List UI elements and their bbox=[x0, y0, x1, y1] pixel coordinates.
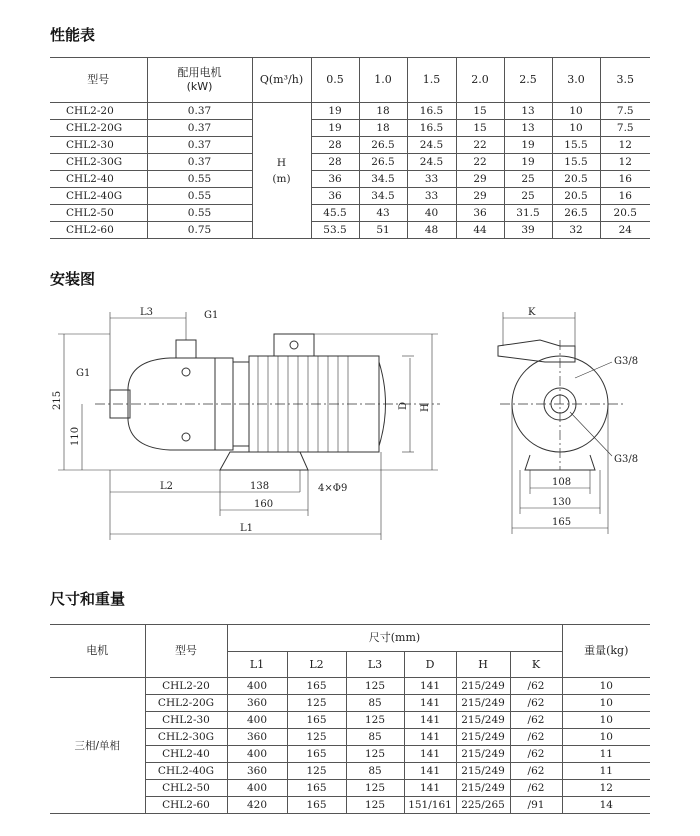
label-215: 215 bbox=[52, 390, 63, 410]
dim-value-cell: 360 bbox=[227, 763, 287, 780]
dim-value-cell: 400 bbox=[227, 746, 287, 763]
header-flow: 3.0 bbox=[552, 58, 600, 103]
head-value-cell: 33 bbox=[407, 188, 456, 205]
model-cell: CHL2-40 bbox=[145, 746, 227, 763]
head-value-cell: 31.5 bbox=[504, 205, 552, 222]
head-value-cell: 15 bbox=[456, 120, 504, 137]
model-cell: CHL2-20G bbox=[50, 120, 147, 137]
label-D: D bbox=[398, 401, 409, 410]
model-cell: CHL2-60 bbox=[145, 797, 227, 814]
model-cell: CHL2-40G bbox=[50, 188, 147, 205]
model-cell: CHL2-50 bbox=[145, 780, 227, 797]
dim-value-cell: 165 bbox=[287, 797, 346, 814]
dim-value-cell: 151/161 bbox=[404, 797, 456, 814]
dim-value-cell: 400 bbox=[227, 678, 287, 695]
dim-value-cell: /62 bbox=[510, 746, 562, 763]
dim-value-cell: 125 bbox=[346, 678, 404, 695]
head-value-cell: 39 bbox=[504, 222, 552, 239]
dim-value-cell: /62 bbox=[510, 780, 562, 797]
head-value-cell: 43 bbox=[359, 205, 407, 222]
kw-cell: 0.37 bbox=[147, 154, 252, 171]
label-L3: L3 bbox=[140, 307, 154, 318]
head-value-cell: 24.5 bbox=[407, 154, 456, 171]
label-H: H bbox=[420, 403, 431, 412]
head-value-cell: 16.5 bbox=[407, 103, 456, 120]
model-cell: CHL2-30 bbox=[145, 712, 227, 729]
head-value-cell: 29 bbox=[456, 188, 504, 205]
header-flow: 1.5 bbox=[407, 58, 456, 103]
motor-type-cell: 三相/单相 bbox=[50, 678, 145, 814]
weight-cell: 10 bbox=[562, 712, 650, 729]
dim-value-cell: 141 bbox=[404, 763, 456, 780]
head-value-cell: 53.5 bbox=[311, 222, 359, 239]
performance-row bbox=[50, 120, 650, 137]
head-value-cell: 19 bbox=[504, 137, 552, 154]
head-value-cell: 34.5 bbox=[359, 188, 407, 205]
model-cell: CHL2-40G bbox=[145, 763, 227, 780]
model-cell: CHL2-40 bbox=[50, 171, 147, 188]
performance-row bbox=[50, 205, 650, 222]
label-110: 110 bbox=[70, 426, 81, 446]
dim-value-cell: 125 bbox=[346, 746, 404, 763]
head-value-cell: 12 bbox=[600, 154, 650, 171]
dim-value-cell: 141 bbox=[404, 712, 456, 729]
dim-value-cell: 215/249 bbox=[456, 695, 510, 712]
weight-cell: 11 bbox=[562, 746, 650, 763]
kw-cell: 0.55 bbox=[147, 171, 252, 188]
header-flow: 0.5 bbox=[311, 58, 359, 103]
dim-value-cell: 420 bbox=[227, 797, 287, 814]
weight-cell: 11 bbox=[562, 763, 650, 780]
dim-value-cell: 141 bbox=[404, 678, 456, 695]
performance-table bbox=[50, 57, 650, 239]
label-160: 160 bbox=[254, 499, 274, 510]
model-cell: CHL2-50 bbox=[50, 205, 147, 222]
label-138: 138 bbox=[250, 481, 270, 492]
head-value-cell: 44 bbox=[456, 222, 504, 239]
dimension-lines bbox=[58, 312, 438, 540]
weight-cell: 14 bbox=[562, 797, 650, 814]
header-flow: 1.0 bbox=[359, 58, 407, 103]
header-L1: L1 bbox=[227, 652, 287, 678]
label-G38-top: G3/8 bbox=[614, 356, 639, 367]
head-value-cell: 28 bbox=[311, 154, 359, 171]
header-model: 型号 bbox=[50, 58, 147, 103]
performance-row bbox=[50, 103, 650, 120]
head-value-cell: 40 bbox=[407, 205, 456, 222]
dim-value-cell: 125 bbox=[346, 780, 404, 797]
head-value-cell: 10 bbox=[552, 103, 600, 120]
dim-value-cell: 165 bbox=[287, 712, 346, 729]
label-108: 108 bbox=[552, 477, 572, 488]
model-cell: CHL2-20 bbox=[50, 103, 147, 120]
head-value-cell: 15.5 bbox=[552, 154, 600, 171]
head-value-cell: 7.5 bbox=[600, 120, 650, 137]
install-title: 安装图 bbox=[50, 270, 96, 288]
label-G1-top: G1 bbox=[204, 310, 219, 321]
dim-value-cell: 215/249 bbox=[456, 763, 510, 780]
dim-value-cell: /91 bbox=[510, 797, 562, 814]
header-size: 尺寸(mm) bbox=[227, 625, 562, 652]
weight-cell: 12 bbox=[562, 780, 650, 797]
head-value-cell: 24.5 bbox=[407, 137, 456, 154]
dims-title: 尺寸和重量 bbox=[50, 590, 126, 608]
outlet-port bbox=[176, 340, 196, 358]
performance-row bbox=[50, 154, 650, 171]
head-value-cell: 20.5 bbox=[552, 171, 600, 188]
dim-value-cell: 215/249 bbox=[456, 746, 510, 763]
model-cell: CHL2-20G bbox=[145, 695, 227, 712]
model-cell: CHL2-30G bbox=[50, 154, 147, 171]
head-value-cell: 19 bbox=[311, 103, 359, 120]
terminal-box bbox=[274, 334, 314, 356]
head-value-cell: 26.5 bbox=[552, 205, 600, 222]
dim-value-cell: 125 bbox=[287, 763, 346, 780]
dim-value-cell: 141 bbox=[404, 695, 456, 712]
model-cell: CHL2-60 bbox=[50, 222, 147, 239]
head-value-cell: 22 bbox=[456, 137, 504, 154]
performance-row bbox=[50, 188, 650, 205]
label-G1-left: G1 bbox=[76, 368, 91, 379]
model-cell: CHL2-20 bbox=[145, 678, 227, 695]
head-value-cell: 13 bbox=[504, 120, 552, 137]
head-value-cell: 16 bbox=[600, 171, 650, 188]
head-value-cell: 45.5 bbox=[311, 205, 359, 222]
label-165: 165 bbox=[552, 517, 572, 528]
head-value-cell: 28 bbox=[311, 137, 359, 154]
head-value-cell: 36 bbox=[456, 205, 504, 222]
kw-cell: 0.75 bbox=[147, 222, 252, 239]
dim-value-cell: 215/249 bbox=[456, 780, 510, 797]
head-value-cell: 29 bbox=[456, 171, 504, 188]
dim-value-cell: /62 bbox=[510, 695, 562, 712]
header-K: K bbox=[510, 652, 562, 678]
header-motor-type: 电机 bbox=[50, 625, 145, 678]
head-value-cell: 51 bbox=[359, 222, 407, 239]
head-value-cell: 36 bbox=[311, 188, 359, 205]
dim-value-cell: 141 bbox=[404, 746, 456, 763]
head-value-cell: 32 bbox=[552, 222, 600, 239]
head-value-cell: 36 bbox=[311, 171, 359, 188]
header-motor-line1: 配用电机 bbox=[177, 66, 222, 79]
dims-header-row bbox=[50, 625, 650, 652]
kw-cell: 0.37 bbox=[147, 137, 252, 154]
header-flow: 2.5 bbox=[504, 58, 552, 103]
dim-value-cell: 125 bbox=[287, 729, 346, 746]
dim-value-cell: 400 bbox=[227, 712, 287, 729]
performance-row bbox=[50, 137, 650, 154]
head-value-cell: 25 bbox=[504, 171, 552, 188]
dim-value-cell: 165 bbox=[287, 746, 346, 763]
kw-cell: 0.37 bbox=[147, 120, 252, 137]
pump-base bbox=[220, 452, 308, 470]
h-unit: (m) bbox=[272, 172, 291, 185]
performance-row bbox=[50, 171, 650, 188]
head-value-cell: 13 bbox=[504, 103, 552, 120]
installation-drawing bbox=[0, 290, 700, 550]
head-value-cell: 20.5 bbox=[600, 205, 650, 222]
head-value-cell: 24 bbox=[600, 222, 650, 239]
head-value-cell: 48 bbox=[407, 222, 456, 239]
performance-title: 性能表 bbox=[50, 26, 96, 44]
head-value-cell: 26.5 bbox=[359, 154, 407, 171]
head-value-cell: 15 bbox=[456, 103, 504, 120]
performance-header-row bbox=[50, 58, 650, 103]
dim-value-cell: 360 bbox=[227, 695, 287, 712]
header-L2: L2 bbox=[287, 652, 346, 678]
dim-value-cell: 141 bbox=[404, 780, 456, 797]
head-value-cell: 19 bbox=[504, 154, 552, 171]
header-flow: 3.5 bbox=[600, 58, 650, 103]
dim-value-cell: /62 bbox=[510, 712, 562, 729]
head-value-cell: 15.5 bbox=[552, 137, 600, 154]
dim-value-cell: 85 bbox=[346, 729, 404, 746]
performance-row bbox=[50, 222, 650, 239]
dim-value-cell: 85 bbox=[346, 695, 404, 712]
header-motor-line2: (kW) bbox=[186, 80, 213, 93]
head-value-cell: 10 bbox=[552, 120, 600, 137]
weight-cell: 10 bbox=[562, 695, 650, 712]
dim-value-cell: 125 bbox=[346, 712, 404, 729]
head-value-cell: 18 bbox=[359, 103, 407, 120]
weight-cell: 10 bbox=[562, 729, 650, 746]
head-value-cell: 12 bbox=[600, 137, 650, 154]
dim-value-cell: 215/249 bbox=[456, 712, 510, 729]
head-value-cell: 7.5 bbox=[600, 103, 650, 120]
header-H: H bbox=[456, 652, 510, 678]
head-value-cell: 22 bbox=[456, 154, 504, 171]
dim-value-cell: /62 bbox=[510, 729, 562, 746]
dim-value-cell: 85 bbox=[346, 763, 404, 780]
head-value-cell: 26.5 bbox=[359, 137, 407, 154]
dimensions-row bbox=[50, 678, 650, 695]
terminal-screw bbox=[290, 341, 298, 349]
dim-value-cell: 165 bbox=[287, 678, 346, 695]
dim-value-cell: 141 bbox=[404, 729, 456, 746]
dim-value-cell: 125 bbox=[346, 797, 404, 814]
head-value-cell: 16 bbox=[600, 188, 650, 205]
dim-value-cell: 215/249 bbox=[456, 678, 510, 695]
label-130: 130 bbox=[552, 497, 572, 508]
kw-cell: 0.37 bbox=[147, 103, 252, 120]
head-value-cell: 33 bbox=[407, 171, 456, 188]
dimensions-table bbox=[50, 624, 650, 814]
dim-value-cell: 225/265 bbox=[456, 797, 510, 814]
head-value-cell: 16.5 bbox=[407, 120, 456, 137]
h-label: H bbox=[276, 156, 287, 169]
bolt bbox=[182, 433, 190, 441]
bolt bbox=[182, 368, 190, 376]
kw-cell: 0.55 bbox=[147, 188, 252, 205]
h-unit-cell bbox=[252, 103, 311, 239]
head-value-cell: 34.5 bbox=[359, 171, 407, 188]
dim-value-cell: 165 bbox=[287, 780, 346, 797]
head-value-cell: 18 bbox=[359, 120, 407, 137]
kw-cell: 0.55 bbox=[147, 205, 252, 222]
head-value-cell: 19 bbox=[311, 120, 359, 137]
label-holes: 4×Φ9 bbox=[318, 483, 348, 494]
header-weight: 重量(kg) bbox=[562, 625, 650, 678]
dim-value-cell: 125 bbox=[287, 695, 346, 712]
header-flow: 2.0 bbox=[456, 58, 504, 103]
dim-value-cell: 400 bbox=[227, 780, 287, 797]
side-terminal bbox=[498, 340, 575, 362]
header-L3: L3 bbox=[346, 652, 404, 678]
head-value-cell: 20.5 bbox=[552, 188, 600, 205]
dim-value-cell: /62 bbox=[510, 678, 562, 695]
dim-value-cell: 360 bbox=[227, 729, 287, 746]
model-cell: CHL2-30 bbox=[50, 137, 147, 154]
weight-cell: 10 bbox=[562, 678, 650, 695]
label-L2: L2 bbox=[160, 481, 174, 492]
header-q: Q(m³/h) bbox=[252, 58, 311, 103]
header-model: 型号 bbox=[145, 625, 227, 678]
model-cell: CHL2-30G bbox=[145, 729, 227, 746]
head-value-cell: 25 bbox=[504, 188, 552, 205]
header-motor bbox=[147, 58, 252, 103]
dim-value-cell: 215/249 bbox=[456, 729, 510, 746]
label-L1: L1 bbox=[240, 523, 254, 534]
dim-value-cell: /62 bbox=[510, 763, 562, 780]
label-G38-bottom: G3/8 bbox=[614, 454, 639, 465]
header-D: D bbox=[404, 652, 456, 678]
label-K: K bbox=[528, 307, 536, 318]
